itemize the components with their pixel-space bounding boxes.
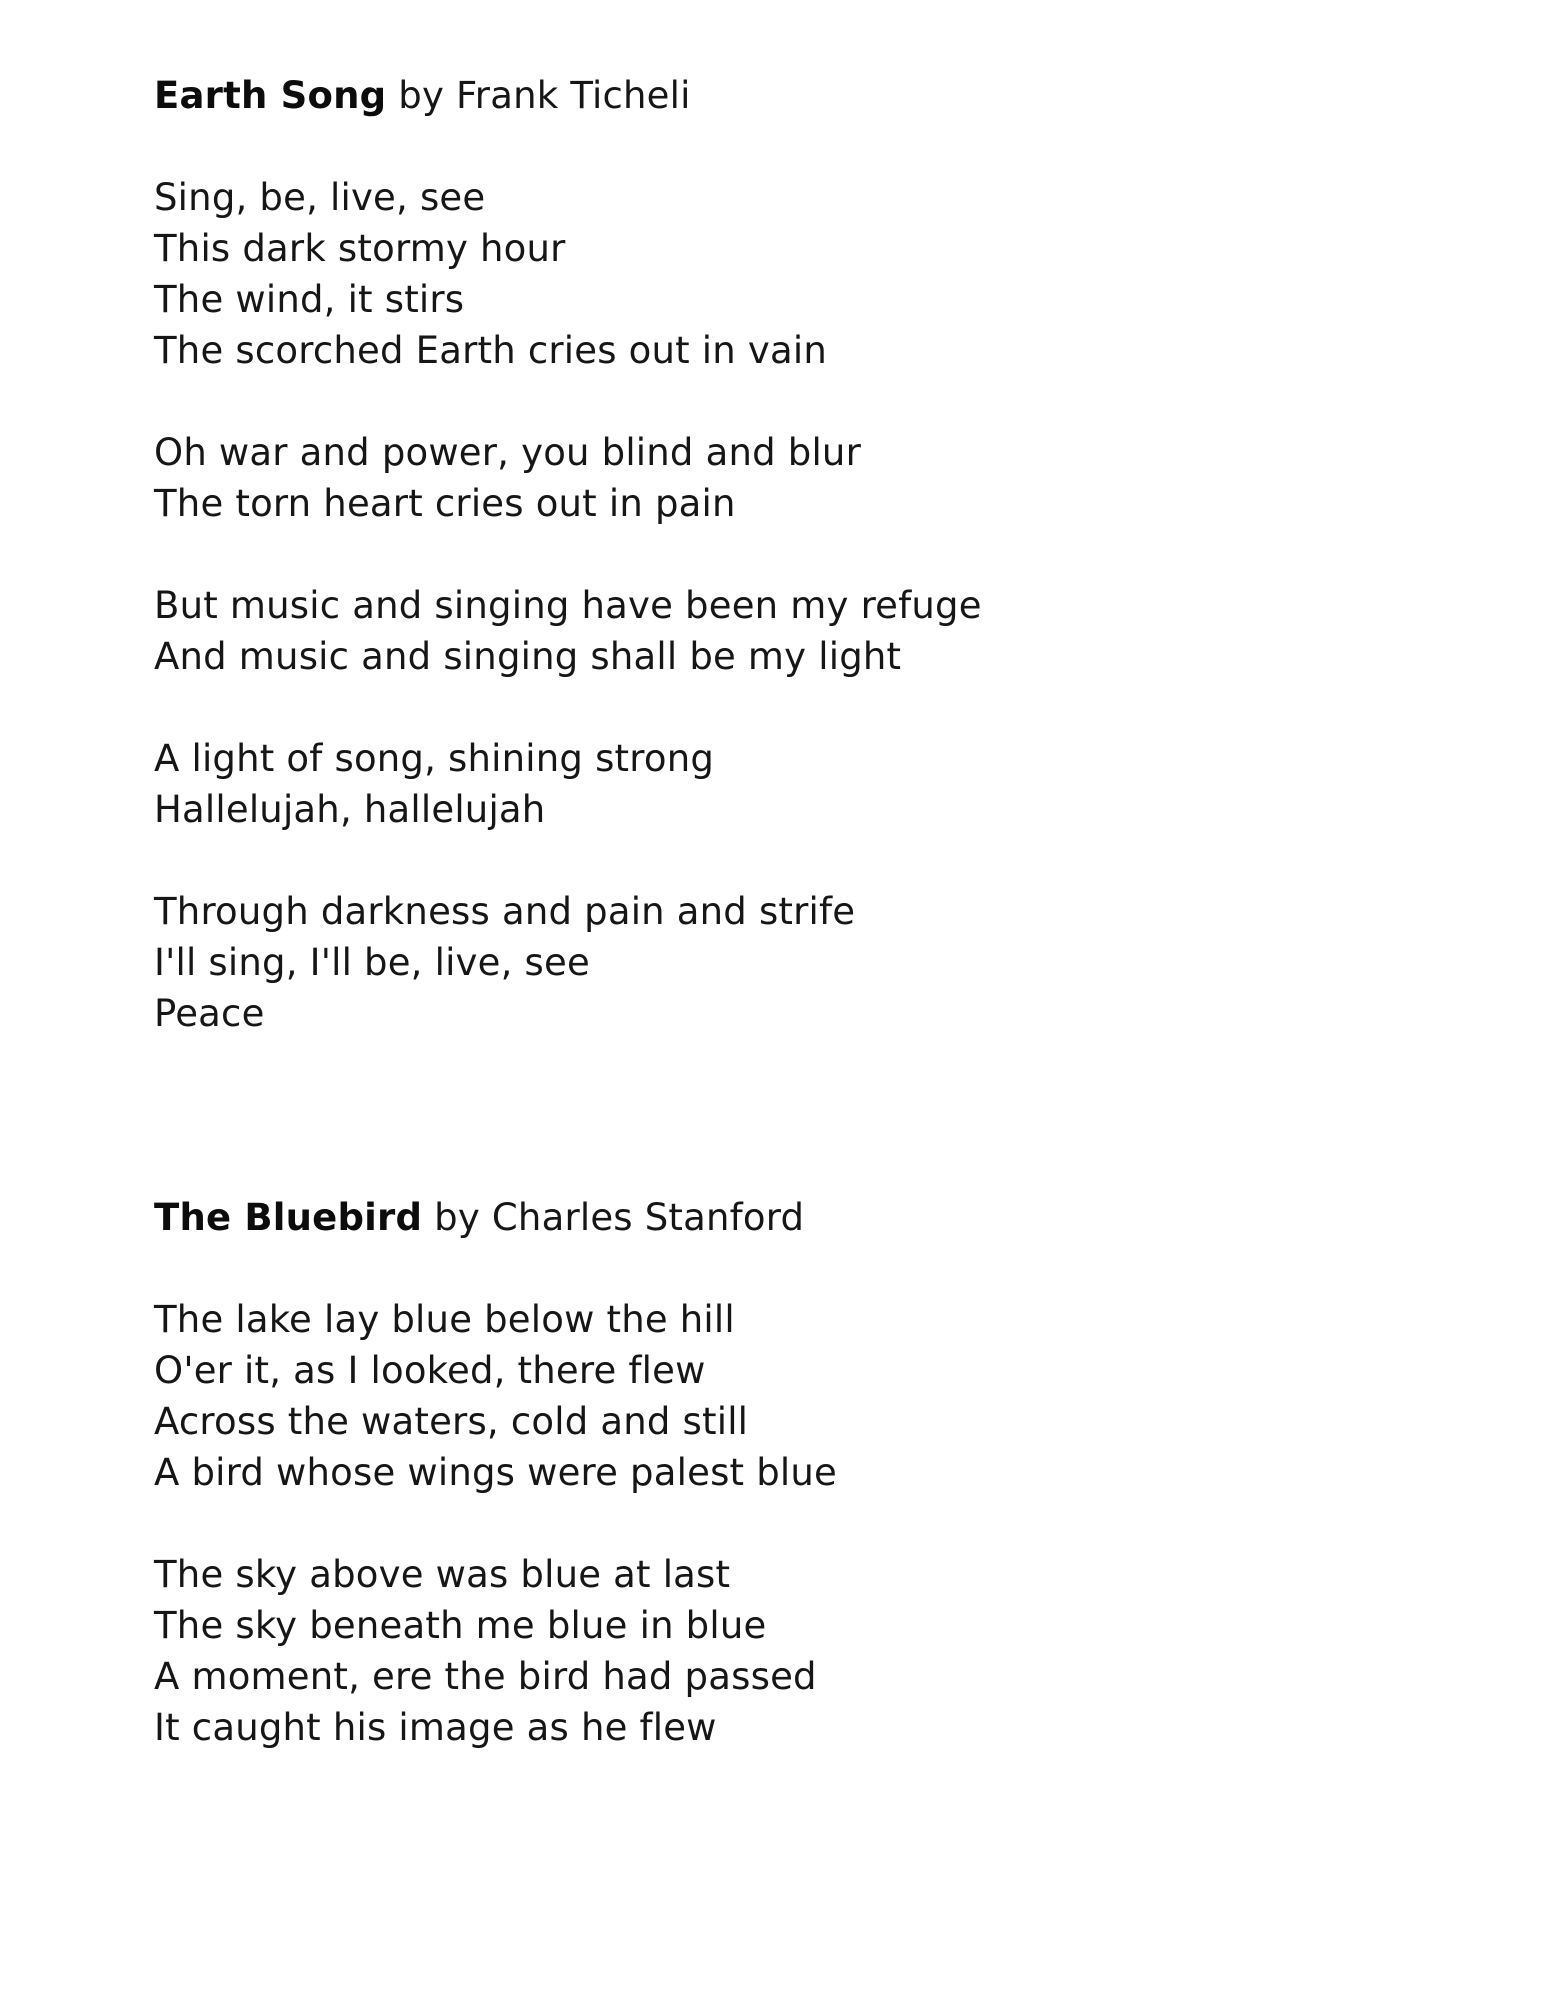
lyric-line: The sky above was blue at last bbox=[154, 1553, 731, 1596]
lyric-line: Oh war and power, you blind and blur bbox=[154, 431, 861, 474]
lyric-line: Peace bbox=[154, 992, 265, 1035]
lyric-line: Hallelujah, hallelujah bbox=[154, 788, 546, 831]
song-byline: by Frank Ticheli bbox=[386, 74, 691, 117]
lyric-line: And music and singing shall be my light bbox=[154, 635, 902, 678]
lyric-line: A light of song, shining strong bbox=[154, 737, 715, 780]
lyric-line: The scorched Earth cries out in vain bbox=[154, 329, 828, 372]
stanza bbox=[154, 733, 1394, 835]
lyric-line: This dark stormy hour bbox=[154, 227, 566, 270]
stanza bbox=[154, 886, 1394, 1039]
stanza bbox=[154, 1549, 1394, 1753]
lyric-line: Sing, be, live, see bbox=[154, 176, 486, 219]
song-the-bluebird bbox=[154, 1192, 1394, 1753]
lyric-line: Through darkness and pain and strife bbox=[154, 890, 856, 933]
lyric-line: But music and singing have been my refuge bbox=[154, 584, 982, 627]
lyric-line: A moment, ere the bird had passed bbox=[154, 1655, 817, 1698]
song-heading bbox=[154, 1192, 1394, 1243]
song-earth-song bbox=[154, 70, 1394, 1039]
stanza bbox=[154, 172, 1394, 376]
lyric-line: A bird whose wings were palest blue bbox=[154, 1451, 837, 1494]
song-separator bbox=[154, 1039, 1394, 1192]
stanza bbox=[154, 1294, 1394, 1498]
song-byline: by Charles Stanford bbox=[422, 1196, 805, 1239]
song-title: Earth Song bbox=[154, 74, 387, 117]
lyric-line: It caught his image as he flew bbox=[154, 1706, 717, 1749]
lyric-line: The lake lay blue below the hill bbox=[154, 1298, 735, 1341]
lyric-line: Across the waters, cold and still bbox=[154, 1400, 749, 1443]
song-heading bbox=[154, 70, 1394, 121]
song-title: The Bluebird bbox=[154, 1196, 423, 1239]
stanza bbox=[154, 580, 1394, 682]
lyric-line: O'er it, as I looked, there flew bbox=[154, 1349, 706, 1392]
lyric-line: I'll sing, I'll be, live, see bbox=[154, 941, 590, 984]
stanza bbox=[154, 427, 1394, 529]
lyric-line: The sky beneath me blue in blue bbox=[154, 1604, 767, 1647]
lyric-line: The wind, it stirs bbox=[154, 278, 465, 321]
document-page bbox=[154, 70, 1394, 1753]
lyric-line: The torn heart cries out in pain bbox=[154, 482, 736, 525]
